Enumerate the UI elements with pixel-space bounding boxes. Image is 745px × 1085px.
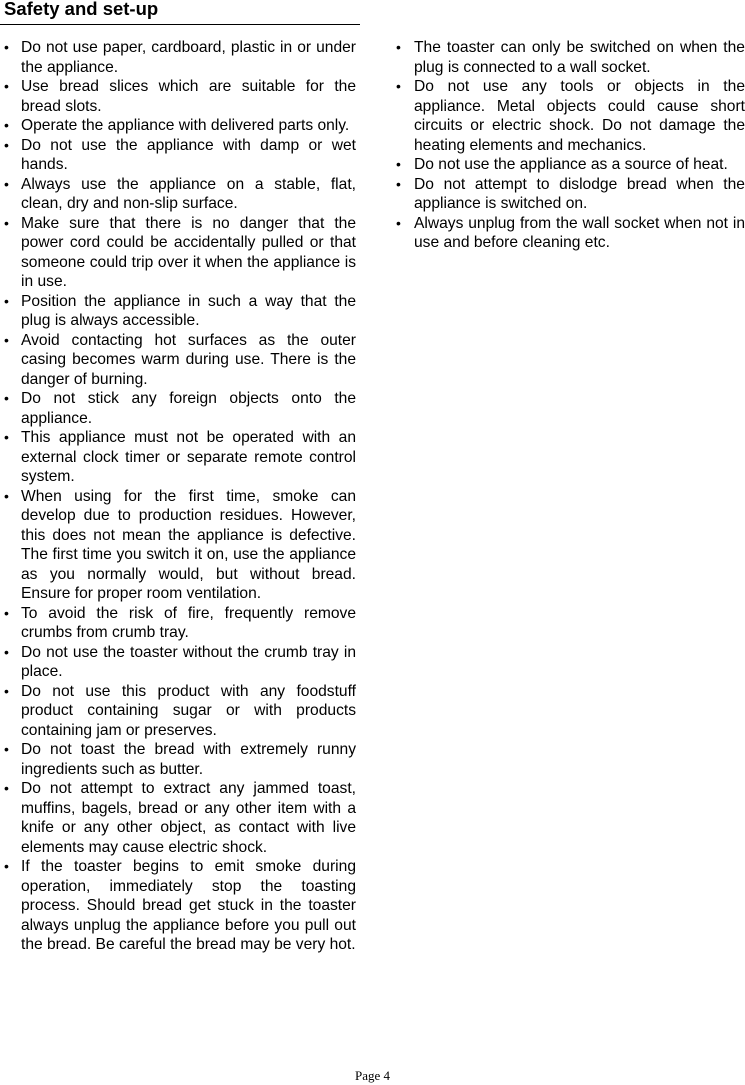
- list-item: • Do not use this product with any foodstuff product containing sugar or with products containing jam or preserves.: [0, 682, 356, 741]
- list-item: • To avoid the risk of fire, frequently remove crumbs from crumb tray.: [0, 604, 356, 643]
- title-underline: [0, 24, 360, 25]
- list-item: • Do not use the appliance as a source of heat.: [392, 155, 745, 175]
- list-item: • Do not attempt to extract any jammed toast, muffins, bagels, bread or any other item with a knife or any other object, as contact with live elements may cause electric shock.: [0, 779, 356, 857]
- list-item: • If the toaster begins to emit smoke during operation, immediately stop the toasting process. Should bread get stuck in the toaster always unplug the appliance before you pull out the bread. Be careful the bread may be very hot.: [0, 857, 356, 955]
- left-column-list: [0, 38, 356, 955]
- list-item: • Operate the appliance with delivered parts only.: [0, 116, 356, 136]
- list-item: • Do not toast the bread with extremely runny ingredients such as butter.: [0, 740, 356, 779]
- list-item: • The toaster can only be switched on when the plug is connected to a wall socket.: [392, 38, 745, 77]
- page-number: Page 4: [354, 1068, 391, 1083]
- list-item: • Do not use the toaster without the crumb tray in place.: [0, 643, 356, 682]
- list-item: • This appliance must not be operated with an external clock timer or separate remote control system.: [0, 428, 356, 487]
- right-column-list: [392, 38, 745, 253]
- list-item: • Do not attempt to dislodge bread when the appliance is switched on.: [392, 175, 745, 214]
- list-item: • Make sure that there is no danger that the power cord could be accidentally pulled or that someone could trip over it when the appliance is in use.: [0, 214, 356, 292]
- section-title: Safety and set-up: [4, 0, 159, 19]
- list-item: • When using for the first time, smoke can develop due to production residues. However, this does not mean the appliance is defective. The first time you switch it on, use the appliance as you normally would, but without bread. Ensure for proper room ventilation.: [0, 487, 356, 604]
- list-item: • Do not stick any foreign objects onto the appliance.: [0, 389, 356, 428]
- list-item: • Do not use any tools or objects in the appliance. Metal objects could cause short circuits or electric shock. Do not damage the heating elements and mechanics.: [392, 77, 745, 155]
- list-item: • Do not use paper, cardboard, plastic in or under the appliance.: [0, 38, 356, 77]
- list-item: • Avoid contacting hot surfaces as the outer casing becomes warm during use. There is the danger of burning.: [0, 331, 356, 390]
- list-item: • Do not use the appliance with damp or wet hands.: [0, 136, 356, 175]
- list-item: • Always unplug from the wall socket when not in use and before cleaning etc.: [392, 214, 745, 253]
- list-item: • Always use the appliance on a stable, flat, clean, dry and non-slip surface.: [0, 175, 356, 214]
- list-item: • Use bread slices which are suitable for the bread slots.: [0, 77, 356, 116]
- list-item: • Position the appliance in such a way that the plug is always accessible.: [0, 292, 356, 331]
